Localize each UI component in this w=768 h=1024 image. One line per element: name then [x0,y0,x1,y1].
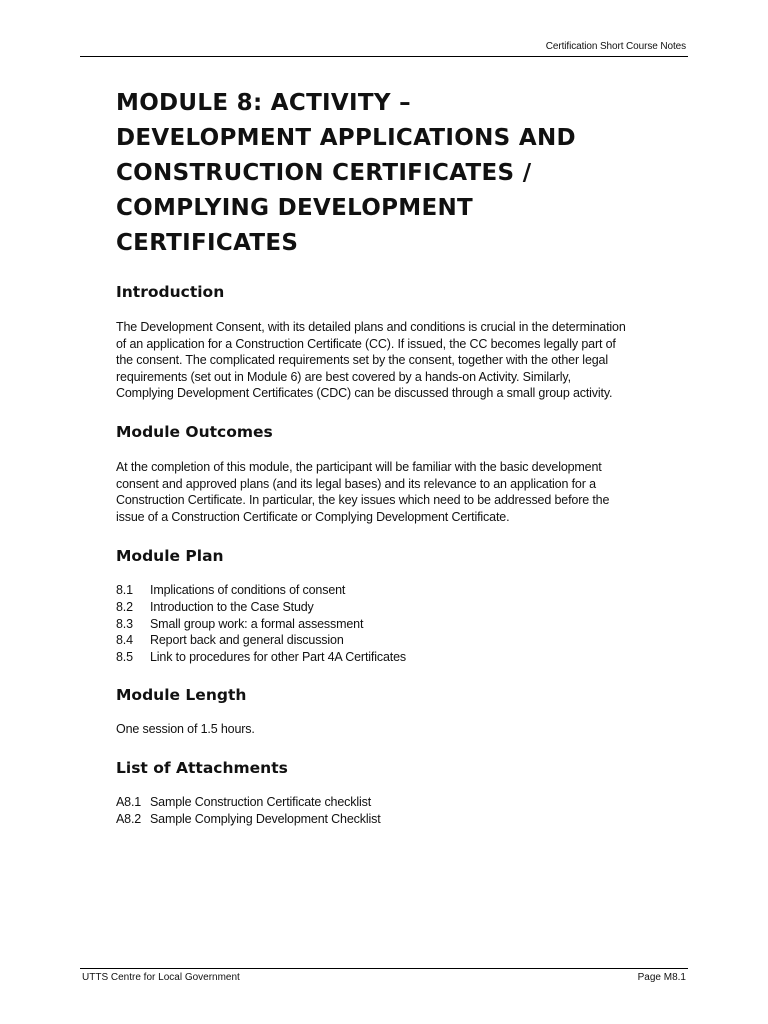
title-line: DEVELOPMENT APPLICATIONS AND [116,125,576,151]
paragraph-line: of an application for a Construction Certificate (CC). If issued, the CC becomes legally part of [116,336,616,351]
module-plan-heading: Module Plan [116,547,224,566]
document-body [116,86,656,827]
page-number: Page M8.1 [637,972,686,983]
list-item-text: Sample Construction Certificate checklist [150,794,372,809]
list-item-number: A8.2 [116,811,142,826]
list-item-text: Sample Complying Development Checklist [150,811,381,826]
module-length-heading: Module Length [116,686,247,705]
list-item-text: Implications of conditions of consent [150,583,346,598]
list-item-number: 8.1 [116,583,133,598]
list-item [116,794,656,811]
footer-organisation: UTTS Centre for Local Government [82,972,240,983]
list-item-text: Introduction to the Case Study [150,599,314,614]
page-footer [80,968,688,989]
paragraph-line: consent and approved plans (and its legal bases) and its relevance to an application for a [116,476,596,491]
paragraph-line: requirements (set out in Module 6) are best covered by a hands-on Activity. Similarly, [116,369,571,384]
list-item [116,811,656,828]
attachments-heading: List of Attachments [116,758,288,777]
module-outcomes-heading: Module Outcomes [116,422,273,441]
title-line: COMPLYING DEVELOPMENT [116,195,473,221]
paragraph-line: the consent. The complicated requirements set by the consent, together with the other legal [116,353,608,368]
page-header [80,38,688,57]
module-length-text: One session of 1.5 hours. [116,722,255,737]
module-title [116,86,656,261]
list-item-number: A8.1 [116,794,142,809]
paragraph-line: Complying Development Certificates (CDC) can be discussed through a small group activity. [116,386,613,401]
list-item [116,599,656,616]
list-item-text: Link to procedures for other Part 4A Certificates [150,649,406,664]
list-item-number: 8.2 [116,599,133,614]
list-item-text: Small group work: a formal assessment [150,616,364,631]
paragraph-line: At the completion of this module, the participant will be familiar with the basic development [116,459,602,474]
paragraph-line: Construction Certificate. In particular, the key issues which need to be addressed before the [116,493,610,508]
title-line: MODULE 8: ACTIVITY – [116,90,411,116]
title-line: CONSTRUCTION CERTIFICATES / [116,160,532,186]
list-item-number: 8.4 [116,633,133,648]
introduction-heading: Introduction [116,283,225,301]
paragraph-line: issue of a Construction Certificate or Complying Development Certificate. [116,509,510,524]
list-item [116,649,656,666]
list-item-number: 8.5 [116,649,133,664]
list-item-number: 8.3 [116,616,133,631]
title-line: CERTIFICATES [116,230,299,256]
list-item [116,582,656,599]
introduction-paragraph [116,319,656,402]
module-outcomes-paragraph [116,459,656,525]
list-item-text: Report back and general discussion [150,633,344,648]
list-item [116,616,656,633]
attachments-list [116,794,656,827]
paragraph-line: The Development Consent, with its detailed plans and conditions is crucial in the determination [116,320,626,334]
header-text: Certification Short Course Notes [545,41,686,52]
module-plan-list [116,582,656,665]
list-item [116,632,656,649]
